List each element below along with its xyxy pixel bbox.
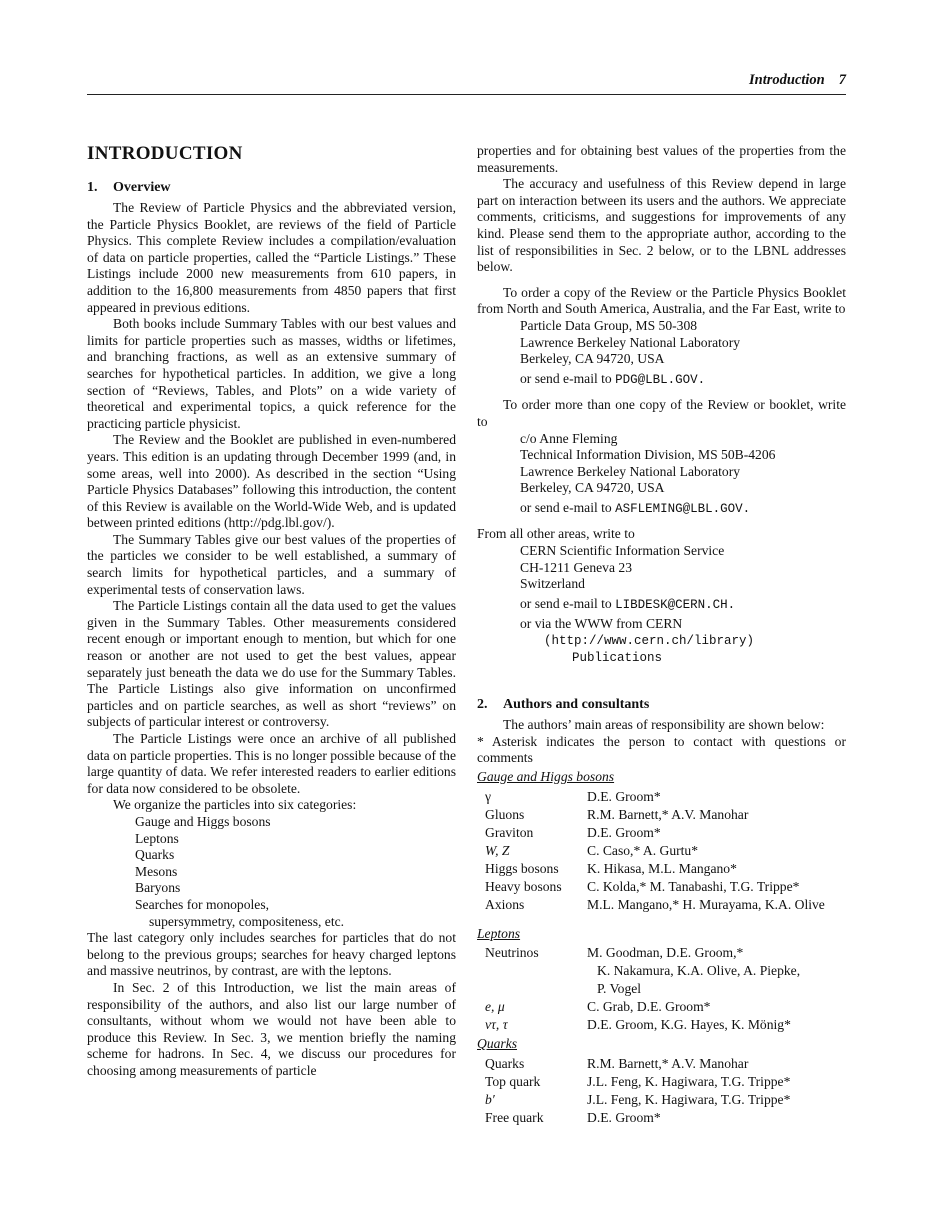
- names-cell: R.M. Barnett,* A.V. Manohar: [587, 806, 749, 822]
- table-row: [477, 896, 825, 914]
- address-line: Berkeley, CA 94720, USA: [520, 480, 665, 496]
- table-row: [477, 1055, 790, 1073]
- email-line: [520, 500, 846, 518]
- names-cell: D.E. Groom*: [587, 824, 661, 840]
- names-cell: C. Grab, D.E. Groom*: [587, 999, 711, 1015]
- address-pdg: [520, 318, 846, 388]
- address-line: CERN Scientific Information Service: [520, 543, 725, 559]
- running-header: [87, 72, 846, 95]
- responsibility-table-gauge: [477, 788, 825, 914]
- www-line: or via the WWW from CERN: [520, 616, 683, 632]
- table-row: [477, 842, 825, 860]
- category-item: Leptons: [135, 830, 179, 846]
- section-1-number: 1.: [87, 180, 98, 195]
- page-title: INTRODUCTION: [87, 143, 243, 164]
- right-column: [477, 143, 846, 1127]
- table-row: [477, 1073, 790, 1091]
- names-cell: J.L. Feng, K. Hagiwara, T.G. Trippe*: [587, 1091, 791, 1107]
- table-row: [477, 824, 825, 842]
- names-cell: K. Hikasa, M.L. Mangano*: [587, 860, 737, 876]
- paragraph-overview-3: The Review and the Booklet are published in even-numbered years. This edition is an updating through December 1999 (and, in some areas, well into 2000). As described in the section “Using Particle Physics Databases” following this introduction, the content of this Review is available on the World-Wide Web, and is updated between printed editions (http://pdg.lbl.gov/).: [87, 432, 456, 531]
- paragraph-overview-2: Both books include Summary Tables with our best values and limits for particle properties such as masses, widths or lifetimes, and branching fractions, as well as an extensive summary of searches for hypothetical particles. In addition, we give a long section of “Reviews, Tables, and Plots” on a wide variety of theoretical and experimental topics, a quick reference for the practicing particle physicist.: [87, 316, 456, 431]
- address-line: Lawrence Berkeley National Laboratory: [520, 334, 741, 350]
- group-heading-leptons: Leptons: [477, 925, 521, 941]
- names-cell: D.E. Groom, K.G. Hayes, K. Mönig*: [587, 1017, 791, 1033]
- email-prefix: or send e-mail to: [520, 370, 616, 386]
- names-cell: D.E. Groom*: [587, 1109, 661, 1125]
- particle-cell: Heavy bosons: [485, 878, 562, 894]
- address-line: Berkeley, CA 94720, USA: [520, 351, 665, 367]
- category-list: [135, 814, 456, 930]
- paragraph-overview-9: In Sec. 2 of this Introduction, we list the main areas of responsibility of the authors, and also list our large number of consultants, without whom we would not have been able to produce this Review. In Sec. 3, we mention briefly the naming scheme for hadrons. In Sec. 4, we discuss our procedures for choosing among measurements of particle: [87, 979, 456, 1078]
- table-row: [477, 878, 825, 896]
- category-item-continuation: supersymmetry, compositeness, etc.: [149, 913, 345, 929]
- paragraph-accuracy: The accuracy and usefulness of this Review depend in large part on interaction between its users and the authors. We appreciate comments, criticisms, and suggestions for improvements of any kind. Please send them to the appropriate author, according to the list of responsibilities in Sec. 2 below, or to the LBNL addresses below.: [477, 176, 846, 275]
- particle-cell: Axions: [485, 896, 525, 912]
- particle-cell: ντ, τ: [485, 1017, 508, 1033]
- category-item: Gauge and Higgs bosons: [135, 813, 271, 829]
- cern-url-link[interactable]: (http://www.cern.ch/library): [544, 634, 755, 649]
- table-row: [477, 860, 825, 878]
- responsibility-table-leptons: [477, 944, 800, 1034]
- particle-cell: Higgs bosons: [485, 860, 559, 876]
- left-column: [87, 143, 456, 1079]
- publications-link[interactable]: Publications: [572, 650, 663, 665]
- table-row: [477, 944, 800, 998]
- running-header-title: [749, 72, 846, 89]
- paragraph-authors-intro: The authors’ main areas of responsibility are shown below:: [503, 717, 825, 733]
- table-row: [477, 788, 825, 806]
- section-2-heading: [477, 696, 846, 713]
- particle-cell: Graviton: [485, 824, 534, 840]
- group-heading-gauge: Gauge and Higgs bosons: [477, 769, 615, 784]
- category-item: Quarks: [135, 847, 175, 863]
- group-heading-quarks: Quarks: [477, 1036, 518, 1052]
- table-row: [477, 1091, 790, 1109]
- particle-cell: Quarks: [485, 1055, 525, 1071]
- table-row: [477, 806, 825, 824]
- paragraph-order-copy: To order a copy of the Review or the Particle Physics Booklet from North and South America, Australia, and the Far East, write to: [477, 284, 846, 317]
- particle-cell: e, μ: [485, 999, 505, 1015]
- category-item: Searches for monopoles,: [135, 896, 270, 912]
- address-line: Technical Information Division, MS 50B-4206: [520, 447, 776, 463]
- names-line: M. Goodman, D.E. Groom,*: [587, 945, 744, 961]
- email-prefix: or send e-mail to: [520, 499, 616, 515]
- particle-cell: Gluons: [485, 806, 525, 822]
- particle-cell: Neutrinos: [485, 945, 539, 961]
- address-line: Lawrence Berkeley National Laboratory: [520, 463, 741, 479]
- page-number: 7: [838, 72, 846, 88]
- names-cell: J.L. Feng, K. Hagiwara, T.G. Trippe*: [587, 1073, 791, 1089]
- section-2-title: Authors and consultants: [503, 697, 650, 713]
- paragraph-overview-6: The Particle Listings were once an archive of all published data on particle properties. This is no longer possible because of the large quantity of data. We refer interested readers to earlier editions for data now considered to be obsolete.: [87, 731, 456, 796]
- email-prefix: or send e-mail to: [520, 595, 616, 611]
- email-address[interactable]: LIBDESK@CERN.CH.: [615, 597, 736, 612]
- paragraph-overview-1: The Review of Particle Physics and the abbreviated version, the Particle Physics Booklet, are reviews of the field of Particle Physics. This complete Review includes a compilation/evaluation of data on particle properties, called the “Particle Listings.” These Listings include 2000 new measurements from 610 papers, in addition to the 16,800 measurements from 4850 papers that first appeared in previous editions.: [87, 200, 456, 315]
- paragraph-order-multiple: To order more than one copy of the Review or booklet, write to: [477, 397, 846, 429]
- paragraph-overview-4: The Summary Tables give our best values of the properties of the particles we consider to be well established, a summary of search limits for hypothetical particles, and a summary of experimental tests of conservation laws.: [87, 531, 456, 597]
- names-cell: [587, 944, 800, 998]
- particle-cell: W, Z: [485, 842, 510, 858]
- names-line: K. Nakamura, K.A. Olive, A. Piepke,: [597, 963, 801, 979]
- address-line: Switzerland: [520, 576, 585, 592]
- names-cell: C. Caso,* A. Gurtu*: [587, 842, 699, 858]
- particle-cell: Free quark: [485, 1109, 544, 1125]
- paragraph-other-areas: From all other areas, write to: [477, 526, 635, 542]
- address-tid: [520, 431, 846, 518]
- table-row: [477, 998, 800, 1016]
- paragraph-overview-7: We organize the particles into six categories:: [113, 797, 357, 813]
- names-cell: D.E. Groom*: [587, 788, 661, 804]
- category-item: Mesons: [135, 863, 178, 879]
- particle-cell: Top quark: [485, 1073, 541, 1089]
- paragraph-overview-8: The last category only includes searches for particles that do not belong to the previous groups; searches for heavy charged leptons and massive neutrinos, by contrast, are with the leptons.: [87, 930, 456, 979]
- responsibility-table-quarks: [477, 1055, 790, 1127]
- header-section: Introduction: [749, 72, 825, 88]
- names-cell: C. Kolda,* M. Tanabashi, T.G. Trippe*: [587, 878, 800, 894]
- email-line: [520, 596, 846, 614]
- names-cell: M.L. Mangano,* H. Murayama, K.A. Olive: [587, 896, 825, 912]
- category-item: Baryons: [135, 880, 181, 896]
- section-2-number: 2.: [477, 697, 488, 713]
- names-cell: R.M. Barnett,* A.V. Manohar: [587, 1055, 749, 1071]
- address-line: c/o Anne Fleming: [520, 430, 618, 446]
- section-1-heading: [87, 179, 456, 196]
- particle-cell: b′: [485, 1091, 495, 1107]
- address-cern: [520, 543, 846, 666]
- table-row: [477, 1016, 800, 1034]
- paragraph-overview-5: The Particle Listings contain all the data used to get the values given in the Summary Tables. Other measurements considered recent enough or important enough to mention, but which for one reason or another are not used to get the best values, appear separately just beneath the data we do use for the Summary Tables. The Particle Listings also give information on unconfirmed particles and on particle searches, as well as short “reviews” on subjects of particular interest or controversy.: [87, 598, 456, 730]
- asterisk-note: * Asterisk indicates the person to contact with questions or comments: [477, 733, 846, 766]
- paragraph-continued: properties and for obtaining best values of the properties from the measurements.: [477, 143, 846, 175]
- section-1-title: Overview: [113, 180, 171, 195]
- email-line: [520, 371, 846, 389]
- email-address[interactable]: PDG@LBL.GOV.: [615, 372, 706, 387]
- particle-cell: γ: [485, 788, 492, 804]
- email-address[interactable]: ASFLEMING@LBL.GOV.: [615, 501, 751, 516]
- names-line: P. Vogel: [597, 981, 642, 997]
- address-line: Particle Data Group, MS 50-308: [520, 317, 698, 333]
- address-line: CH-1211 Geneva 23: [520, 559, 632, 575]
- table-row: [477, 1109, 790, 1127]
